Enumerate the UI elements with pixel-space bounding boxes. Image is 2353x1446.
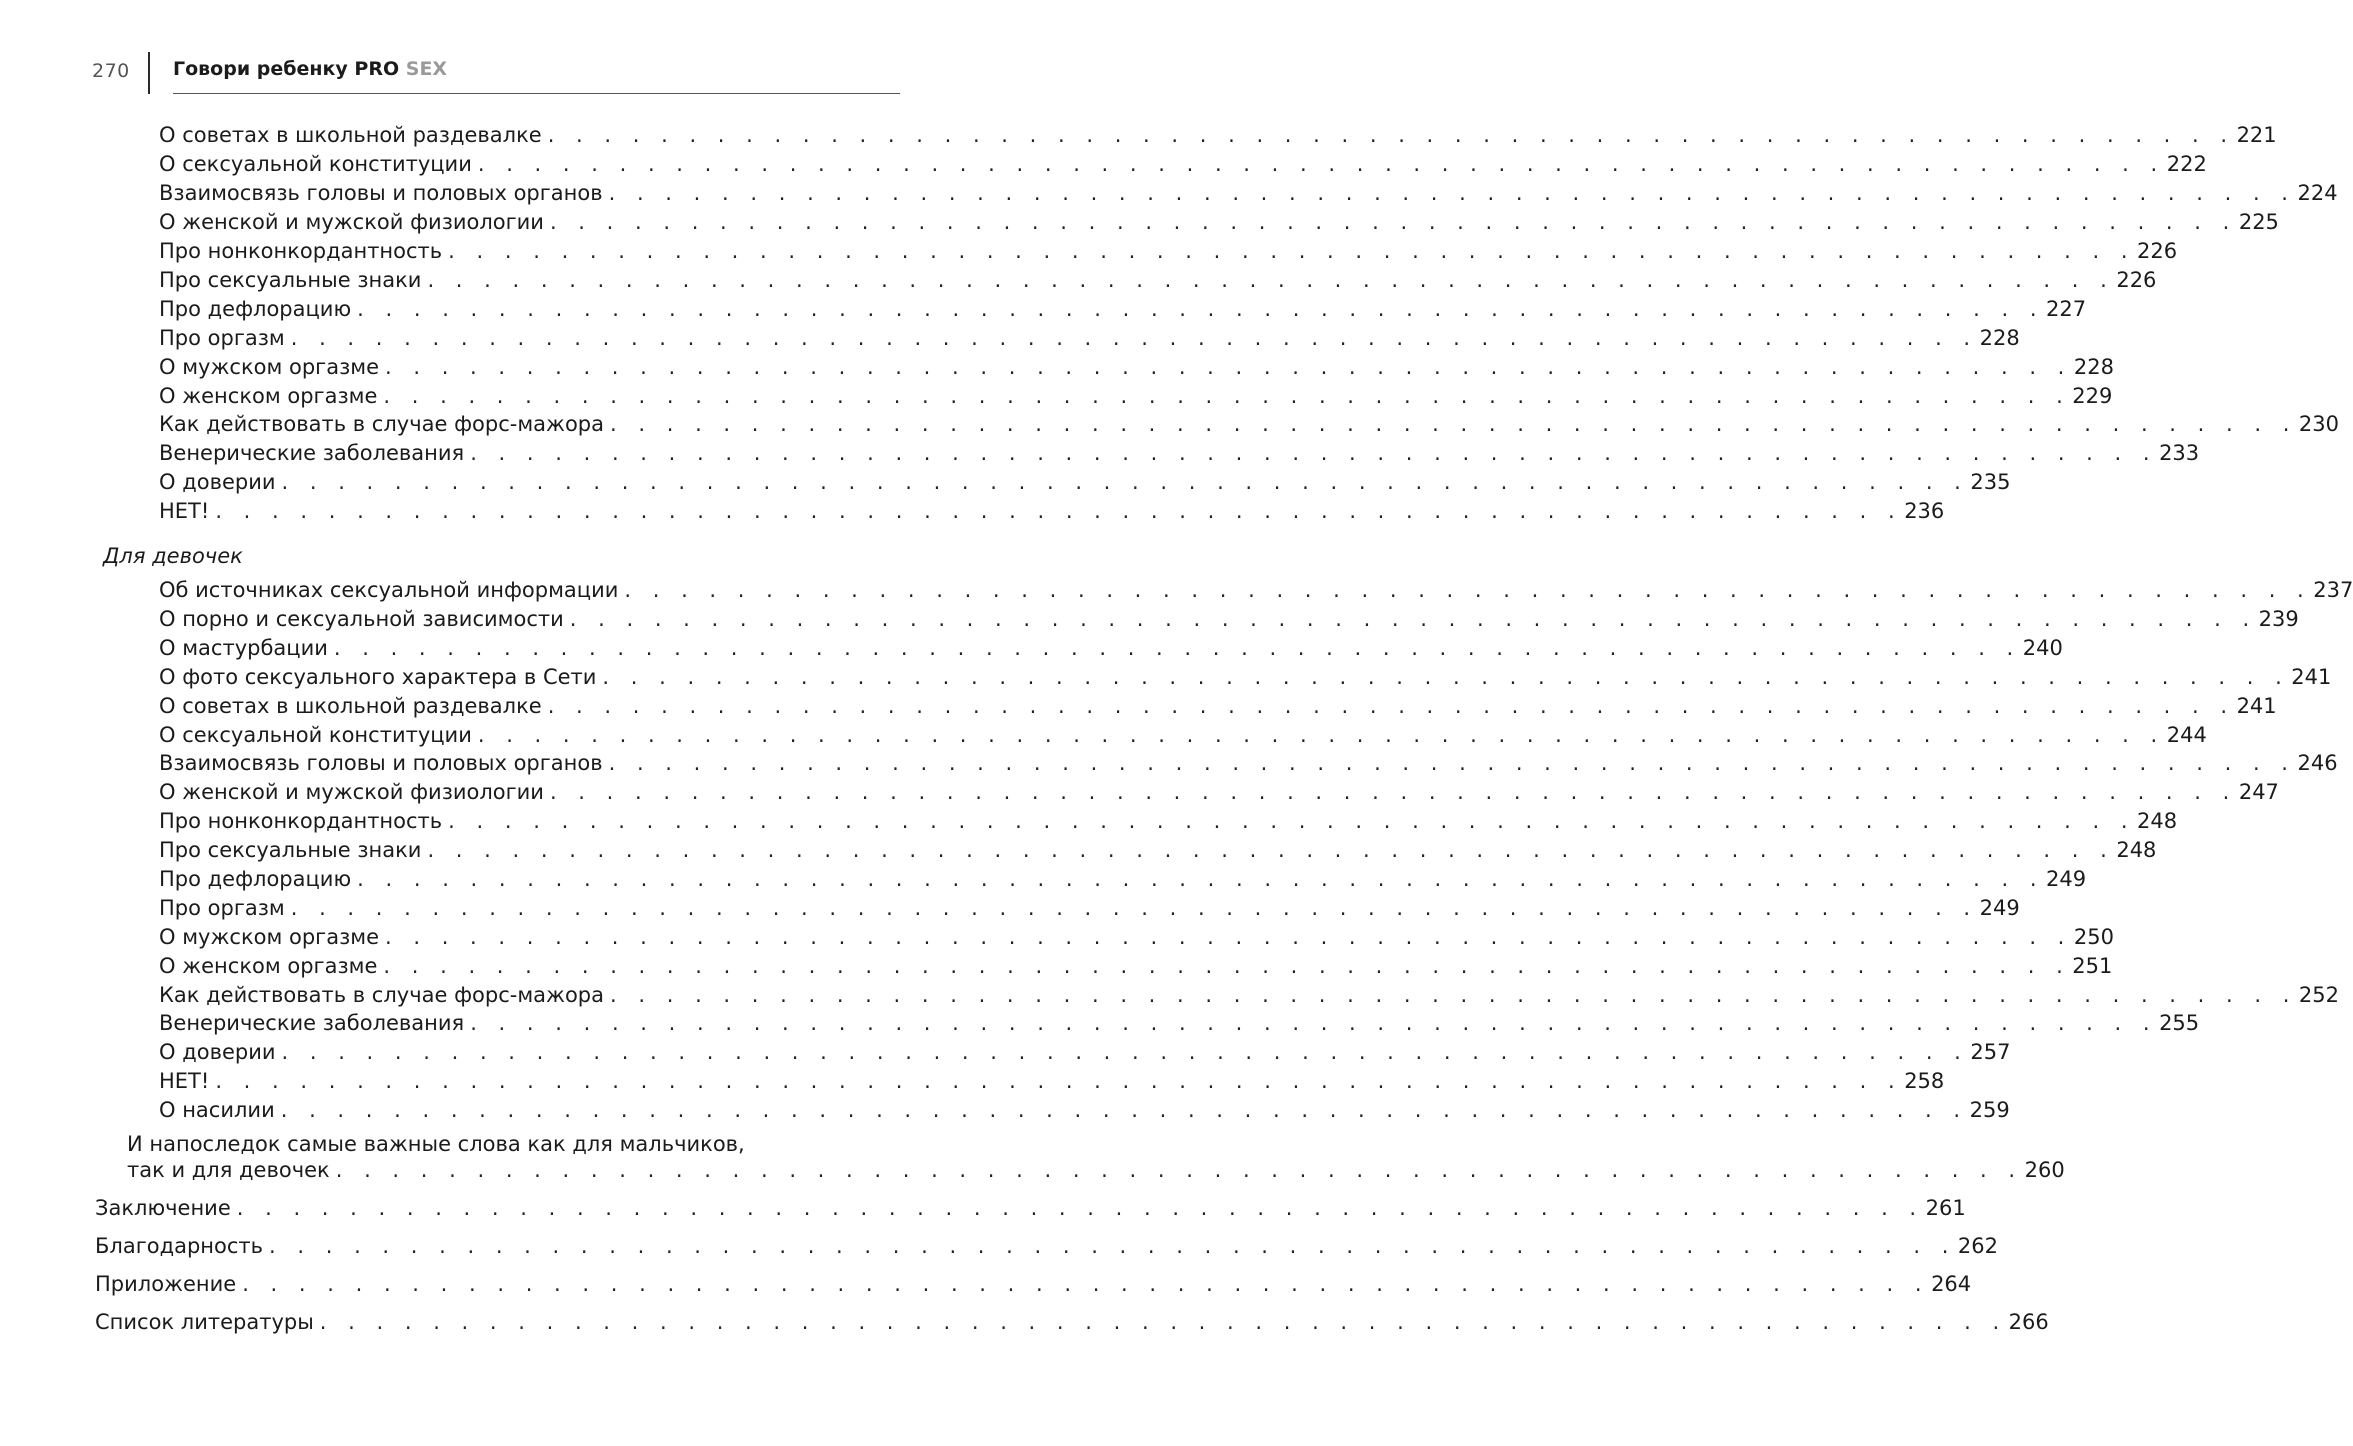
toc-entry-page: 244	[2166, 723, 2207, 747]
toc-leader: . . . . . . . . . . . . . . . . . . . . . . . . . . . . . . . . . . . . . . . . . . . . . . . . . . . . . . . . . . . .	[547, 123, 2235, 147]
toc-entry-title: Благодарность	[95, 1234, 264, 1258]
toc-entry-title: НЕТ!	[159, 499, 210, 523]
toc-entry-title: Про оргазм	[159, 896, 285, 920]
toc-entry-title: О женском оргазме	[159, 384, 378, 408]
toc-entry-page: 221	[2236, 123, 2277, 147]
toc-entry-page: 247	[2238, 780, 2279, 804]
toc-leader: . . . . . . . . . . . . . . . . . . . . . . . . . . . . . . . . . . . . . . . . . . . . . . . . . . . . . . . . . . . .	[333, 636, 2021, 660]
toc-entry-page: 250	[2073, 925, 2114, 949]
toc-entry-page: 227	[2046, 297, 2087, 321]
toc-entry-page: 264	[1931, 1272, 1972, 1296]
toc-entry-title: О советах в школьной раздевалке	[159, 694, 542, 718]
toc-entry[interactable]	[159, 749, 2338, 778]
toc-leader: . . . . . . . . . . . . . . . . . . . . . . . . . . . . . . . . . . . . . . . . . . . . . . . . . . . . . . . . . . . .	[215, 1069, 1903, 1093]
page-number: 270	[92, 60, 130, 82]
toc-entry-title: Про дефлорацию	[159, 867, 352, 891]
toc-entry-title: О доверии	[159, 470, 276, 494]
toc-leader: . . . . . . . . . . . . . . . . . . . . . . . . . . . . . . . . . . . . . . . . . . . . . . . . . . . . . . . . . . . .	[602, 665, 2290, 689]
toc-entry-page: 249	[2046, 867, 2087, 891]
toc-entry-title: О доверии	[159, 1040, 276, 1064]
toc-entry-page: 239	[2258, 607, 2299, 631]
toc-entry[interactable]	[159, 1096, 2010, 1125]
toc-entry-page: 226	[2116, 268, 2157, 292]
toc-entry-page: 248	[2116, 838, 2157, 862]
toc-leader: . . . . . . . . . . . . . . . . . . . . . . . . . . . . . . . . . . . . . . . . . . . . . . . . . . . . . . . . . . . .	[269, 1234, 1956, 1258]
toc-leader: . . . . . . . . . . . . . . . . . . . . . . . . . . . . . . . . . . . . . . . . . . . . . . . . . . . . . . . . . . . .	[383, 954, 2071, 978]
toc-entry-title: Как действовать в случае форс-мажора	[159, 412, 605, 436]
toc-entry-title: О женской и мужской физиологии	[159, 780, 544, 804]
toc-leader: . . . . . . . . . . . . . . . . . . . . . . . . . . . . . . . . . . . . . . . . . . . . . . . . . . . . . . . . . . . .	[357, 867, 2045, 891]
toc-leader: . . . . . . . . . . . . . . . . . . . . . . . . . . . . . . . . . . . . . . . . . . . . . . . . . . . . . . . . . . . .	[383, 384, 2071, 408]
toc-entry-page: 222	[2166, 152, 2207, 176]
toc-leader: . . . . . . . . . . . . . . . . . . . . . . . . . . . . . . . . . . . . . . . . . . . . . . . . . . . . . . . . . . . .	[470, 1011, 2158, 1035]
toc-entry[interactable]	[159, 721, 2207, 750]
toc-entry-title: Про нонконкордантность	[159, 239, 443, 263]
section-title-girls: Для девочек	[103, 544, 243, 568]
toc-entry-title: НЕТ!	[159, 1069, 210, 1093]
toc-leader: . . . . . . . . . . . . . . . . . . . . . . . . . . . . . . . . . . . . . . . . . . . . . . . . . . . . . . . . . . . .	[427, 838, 2115, 862]
toc-entry-page: 248	[2137, 809, 2178, 833]
toc-entry-title: Список литературы	[95, 1310, 314, 1334]
toc-leader: . . . . . . . . . . . . . . . . . . . . . . . . . . . . . . . . . . . . . . . . . . . . . . . . . . . . . . . . . . . .	[290, 896, 1978, 920]
toc-entry[interactable]	[159, 324, 2020, 353]
toc-entry[interactable]	[159, 382, 2113, 411]
toc-entry-page: 266	[2008, 1310, 2049, 1334]
toc-leader: . . . . . . . . . . . . . . . . . . . . . . . . . . . . . . . . . . . . . . . . . . . . . . . . . . . . . . . . . . . .	[280, 1098, 1968, 1122]
toc-entry-page: 240	[2022, 636, 2063, 660]
toc-entry-page: 252	[2298, 983, 2339, 1007]
toc-entry-page: 235	[1970, 470, 2011, 494]
toc-entry-title: Заключение	[95, 1196, 231, 1220]
toc-entry[interactable]	[159, 1067, 1945, 1096]
header-rule	[173, 93, 900, 94]
toc-leader: . . . . . . . . . . . . . . . . . . . . . . . . . . . . . . . . . . . . . . . . . . . . . . . . . . . . . . . . . . . .	[281, 1040, 1969, 1064]
toc-entry-page: 259	[1969, 1098, 2010, 1122]
toc-entry-title: О фото сексуального характера в Сети	[159, 665, 597, 689]
toc-entry-page: 249	[1979, 896, 2020, 920]
toc-entry-title: О мастурбации	[159, 636, 328, 660]
toc-entry-page: 228	[1979, 326, 2020, 350]
toc-entry-title: Про сексуальные знаки	[159, 838, 422, 862]
toc-entry[interactable]	[159, 981, 2339, 1010]
toc-leader: . . . . . . . . . . . . . . . . . . . . . . . . . . . . . . . . . . . . . . . . . . . . . . . . . . . . . . . . . . . .	[385, 355, 2072, 379]
book-title-main: Говори ребенку PRO	[173, 58, 400, 80]
toc-entry-page: 236	[1904, 499, 1945, 523]
toc-entry-page: 226	[2137, 239, 2178, 263]
toc-entry-title: Приложение	[95, 1272, 237, 1296]
toc-leader: . . . . . . . . . . . . . . . . . . . . . . . . . . . . . . . . . . . . . . . . . . . . . . . . . . . . . . . . . . . .	[215, 499, 1903, 523]
toc-entry[interactable]	[95, 1308, 2049, 1337]
toc-entry[interactable]	[159, 952, 2113, 981]
toc-leader: . . . . . . . . . . . . . . . . . . . . . . . . . . . . . . . . . . . . . . . . . . . . . . . . . . . . . . . . . . . .	[335, 1158, 2023, 1182]
toc-leader: . . . . . . . . . . . . . . . . . . . . . . . . . . . . . . . . . . . . . . . . . . . . . . . . . . . . . . . . . . . .	[477, 723, 2165, 747]
toc-entry[interactable]	[159, 1038, 2011, 1067]
toc-entry-title: Венерические заболевания	[159, 441, 465, 465]
toc-leader: . . . . . . . . . . . . . . . . . . . . . . . . . . . . . . . . . . . . . . . . . . . . . . . . . . . . . . . . . . . .	[427, 268, 2115, 292]
toc-entry-title: Венерические заболевания	[159, 1011, 465, 1035]
final-words-line1: И напоследок самые важные слова как для мальчиков,	[127, 1132, 745, 1156]
toc-entry[interactable]	[95, 1270, 1972, 1299]
toc-leader: . . . . . . . . . . . . . . . . . . . . . . . . . . . . . . . . . . . . . . . . . . . . . . . . . . . . . . . . . . . .	[290, 326, 1978, 350]
toc-leader: . . . . . . . . . . . . . . . . . . . . . . . . . . . . . . . . . . . . . . . . . . . . . . . . . . . . . . . . . . . .	[624, 578, 2312, 602]
toc-entry[interactable]	[159, 353, 2114, 382]
toc-entry	[127, 1156, 2065, 1185]
toc-entry-page: 241	[2236, 694, 2277, 718]
toc-entry-page: 230	[2298, 412, 2339, 436]
toc-entry-page: 229	[2072, 384, 2113, 408]
toc-entry[interactable]	[159, 121, 2277, 150]
toc-leader: . . . . . . . . . . . . . . . . . . . . . . . . . . . . . . . . . . . . . . . . . . . . . . . . . . . . . . . . . . . .	[549, 780, 2237, 804]
toc-entry-title: О женской и мужской физиологии	[159, 210, 544, 234]
toc-entry-title: О насилии	[159, 1098, 275, 1122]
toc-entry[interactable]	[159, 663, 2332, 692]
toc-entry-page: 224	[2297, 181, 2338, 205]
toc-entry[interactable]	[159, 894, 2020, 923]
toc-leader: . . . . . . . . . . . . . . . . . . . . . . . . . . . . . . . . . . . . . . . . . . . . . . . . . . . . . . . . . . . .	[608, 751, 2296, 775]
toc-leader: . . . . . . . . . . . . . . . . . . . . . . . . . . . . . . . . . . . . . . . . . . . . . . . . . . . . . . . . . . . .	[448, 809, 2136, 833]
toc-entry-title: О советах в школьной раздевалке	[159, 123, 542, 147]
toc-leader: . . . . . . . . . . . . . . . . . . . . . . . . . . . . . . . . . . . . . . . . . . . . . . . . . . . . . . . . . . . .	[569, 607, 2257, 631]
toc-entry[interactable]	[159, 179, 2338, 208]
toc-entry-title: так и для девочек	[127, 1158, 330, 1182]
toc-entry[interactable]	[159, 237, 2178, 266]
toc-entry[interactable]	[159, 497, 1945, 526]
toc-entry-page: 260	[2024, 1158, 2065, 1182]
toc-entry-page: 261	[1925, 1196, 1966, 1220]
book-title-accent: SEX	[405, 58, 448, 80]
toc-entry-title: Взаимосвязь головы и половых органов	[159, 181, 603, 205]
toc-entry-title: О сексуальной конституции	[159, 152, 472, 176]
toc-entry-page: 257	[1970, 1040, 2011, 1064]
toc-leader: . . . . . . . . . . . . . . . . . . . . . . . . . . . . . . . . . . . . . . . . . . . . . . . . . . . . . . . . . . . .	[236, 1196, 1924, 1220]
toc-leader: . . . . . . . . . . . . . . . . . . . . . . . . . . . . . . . . . . . . . . . . . . . . . . . . . . . . . . . . . . . .	[610, 983, 2297, 1007]
toc-entry-title: Про оргазм	[159, 326, 285, 350]
toc-entry[interactable]	[159, 295, 2087, 324]
toc-entry-title: Про дефлорацию	[159, 297, 352, 321]
toc-entry[interactable]	[159, 923, 2114, 952]
toc-entry[interactable]	[159, 208, 2279, 237]
book-title	[173, 58, 447, 80]
toc-entry-title: Об источниках сексуальной информации	[159, 578, 619, 602]
toc-entry[interactable]	[159, 605, 2299, 634]
toc-entry[interactable]	[159, 865, 2087, 894]
toc-entry-title: Как действовать в случае форс-мажора	[159, 983, 605, 1007]
toc-entry[interactable]	[159, 1009, 2200, 1038]
toc-entry-title: О порно и сексуальной зависимости	[159, 607, 564, 631]
toc-entry[interactable]	[159, 266, 2157, 295]
toc-entry-page: 258	[1904, 1069, 1945, 1093]
toc-entry-title: О мужском оргазме	[159, 925, 379, 949]
toc-leader: . . . . . . . . . . . . . . . . . . . . . . . . . . . . . . . . . . . . . . . . . . . . . . . . . . . . . . . . . . . .	[608, 181, 2296, 205]
toc-entry[interactable]	[159, 778, 2279, 807]
toc-entry-page: 255	[2159, 1011, 2200, 1035]
toc-leader: . . . . . . . . . . . . . . . . . . . . . . . . . . . . . . . . . . . . . . . . . . . . . . . . . . . . . . . . . . . .	[470, 441, 2158, 465]
toc-entry[interactable]	[95, 1194, 1966, 1223]
toc-entry[interactable]	[159, 410, 2339, 439]
toc-entry-title: Про сексуальные знаки	[159, 268, 422, 292]
toc-entry[interactable]	[159, 807, 2178, 836]
toc-entry-title: Про нонконкордантность	[159, 809, 443, 833]
toc-entry-title: О сексуальной конституции	[159, 723, 472, 747]
toc-leader: . . . . . . . . . . . . . . . . . . . . . . . . . . . . . . . . . . . . . . . . . . . . . . . . . . . . . . . . . . . .	[547, 694, 2235, 718]
toc-entry[interactable]	[159, 439, 2200, 468]
toc-entry-page: 262	[1957, 1234, 1998, 1258]
toc-leader: . . . . . . . . . . . . . . . . . . . . . . . . . . . . . . . . . . . . . . . . . . . . . . . . . . . . . . . . . . . .	[549, 210, 2237, 234]
toc-entry[interactable]	[159, 468, 2011, 497]
toc-leader: . . . . . . . . . . . . . . . . . . . . . . . . . . . . . . . . . . . . . . . . . . . . . . . . . . . . . . . . . . . .	[477, 152, 2165, 176]
toc-entry-page: 228	[2073, 355, 2114, 379]
toc-entry[interactable]	[159, 692, 2277, 721]
toc-entry-title: Взаимосвязь головы и половых органов	[159, 751, 603, 775]
toc-entry[interactable]	[95, 1232, 1998, 1261]
header-divider	[148, 52, 150, 94]
toc-leader: . . . . . . . . . . . . . . . . . . . . . . . . . . . . . . . . . . . . . . . . . . . . . . . . . . . . . . . . . . . .	[319, 1310, 2007, 1334]
toc-entry[interactable]	[159, 150, 2207, 179]
toc-entry[interactable]	[159, 576, 2353, 605]
toc-entry-page: 233	[2159, 441, 2200, 465]
toc-leader: . . . . . . . . . . . . . . . . . . . . . . . . . . . . . . . . . . . . . . . . . . . . . . . . . . . . . . . . . . . .	[242, 1272, 1930, 1296]
toc-entry-page: 237	[2313, 578, 2353, 602]
toc-entry-page: 246	[2297, 751, 2338, 775]
toc-entry-title: О женском оргазме	[159, 954, 378, 978]
toc-leader: . . . . . . . . . . . . . . . . . . . . . . . . . . . . . . . . . . . . . . . . . . . . . . . . . . . . . . . . . . . .	[357, 297, 2045, 321]
toc-entry-title: О мужском оргазме	[159, 355, 379, 379]
toc-leader: . . . . . . . . . . . . . . . . . . . . . . . . . . . . . . . . . . . . . . . . . . . . . . . . . . . . . . . . . . . .	[610, 412, 2297, 436]
toc-entry-page: 225	[2238, 210, 2279, 234]
toc-entry-page: 251	[2072, 954, 2113, 978]
toc-entry[interactable]	[159, 634, 2063, 663]
toc-leader: . . . . . . . . . . . . . . . . . . . . . . . . . . . . . . . . . . . . . . . . . . . . . . . . . . . . . . . . . . . .	[385, 925, 2072, 949]
toc-entry-page: 241	[2291, 665, 2332, 689]
toc-leader: . . . . . . . . . . . . . . . . . . . . . . . . . . . . . . . . . . . . . . . . . . . . . . . . . . . . . . . . . . . .	[281, 470, 1969, 494]
toc-leader: . . . . . . . . . . . . . . . . . . . . . . . . . . . . . . . . . . . . . . . . . . . . . . . . . . . . . . . . . . . .	[448, 239, 2136, 263]
toc-entry[interactable]	[159, 836, 2157, 865]
